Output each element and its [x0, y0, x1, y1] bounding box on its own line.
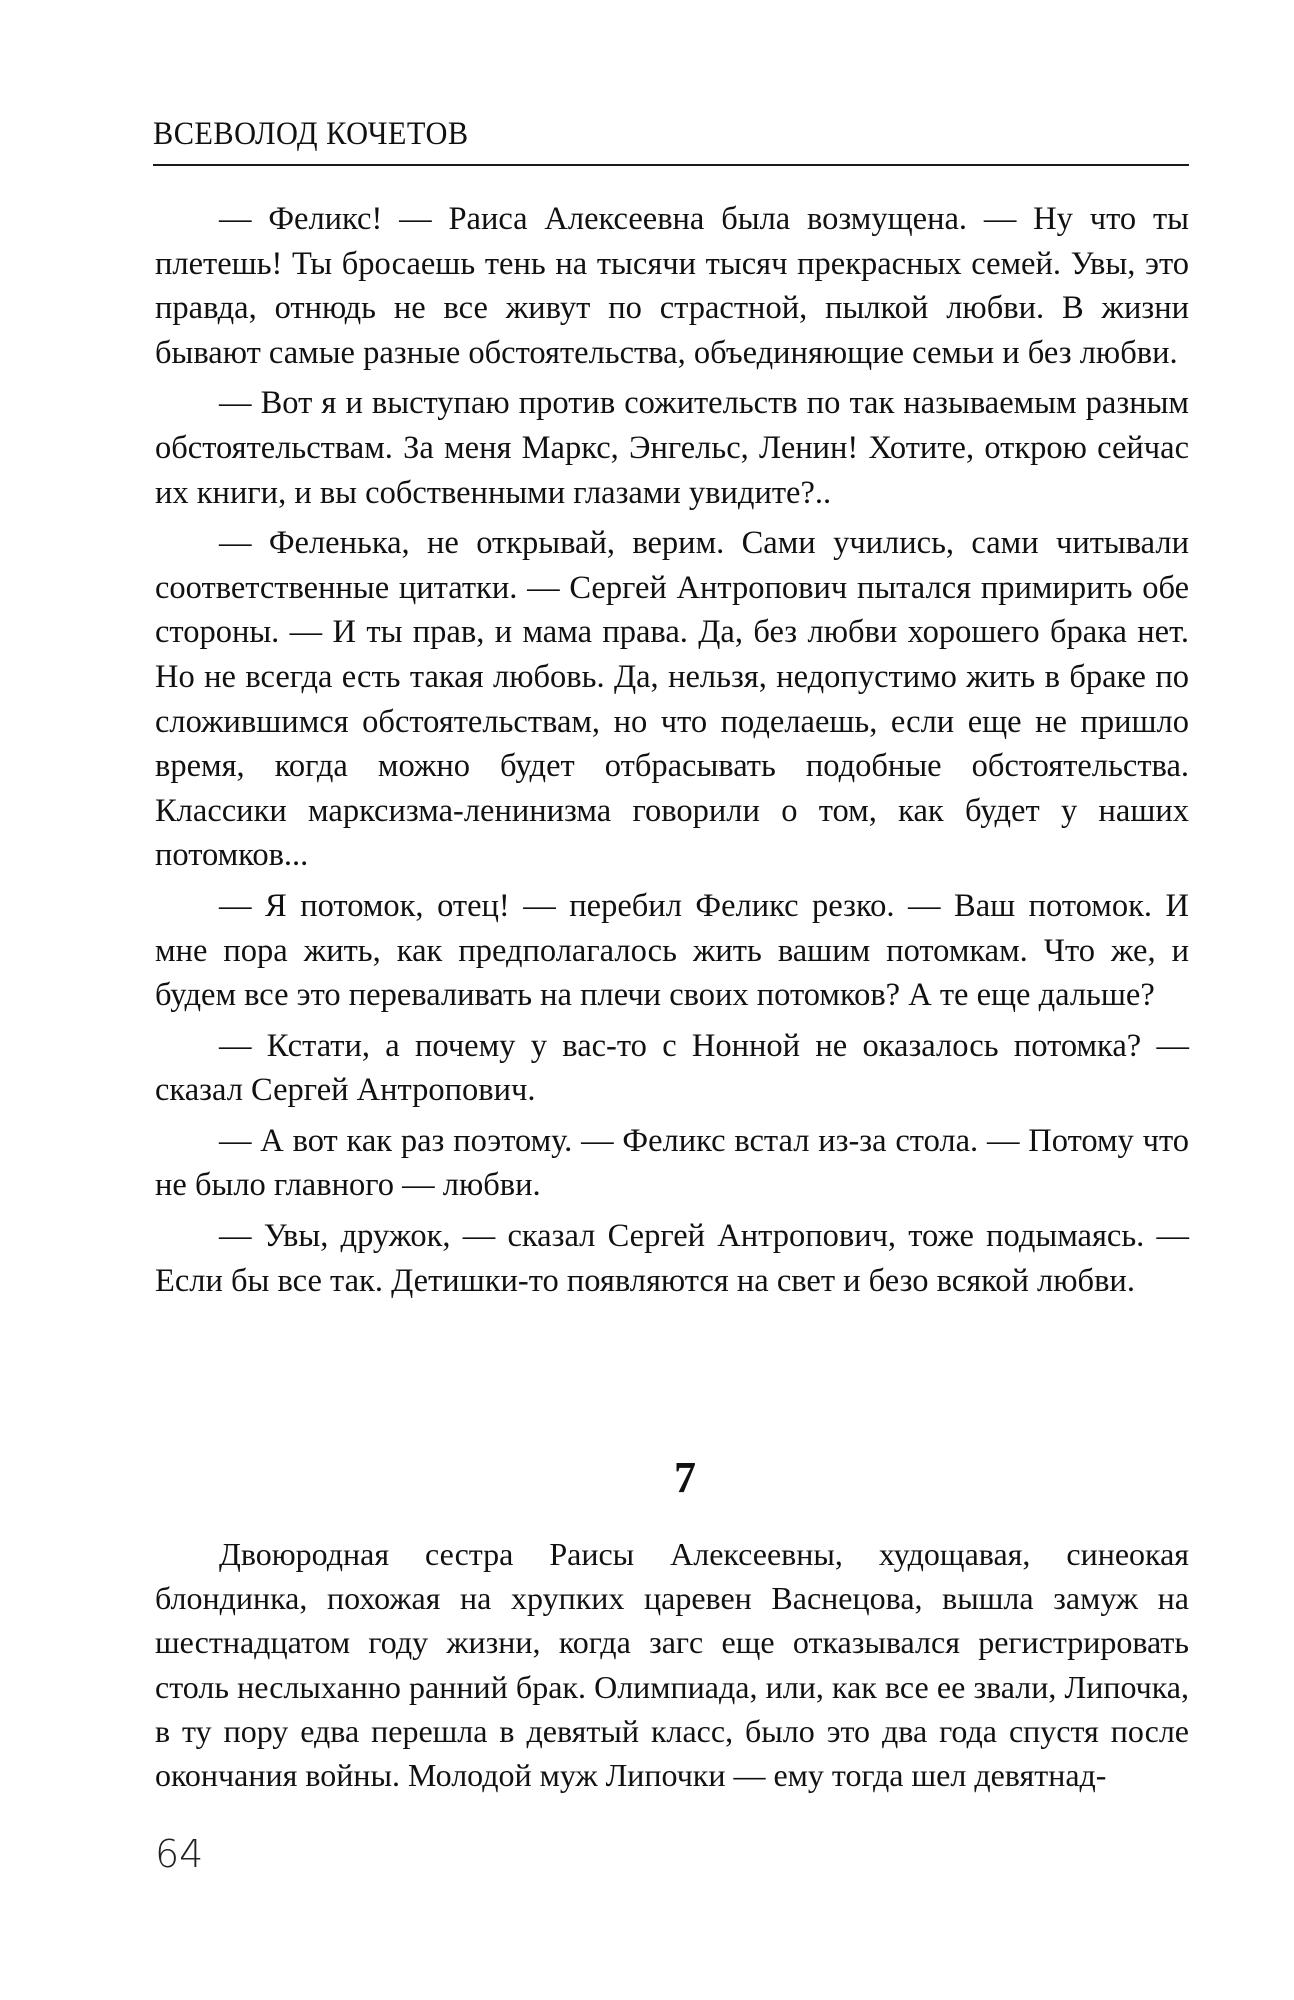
- chapter-number: 7: [674, 1453, 696, 1502]
- page-number: 64: [155, 1832, 204, 1876]
- paragraph: Двоюродная сестра Раисы Алексеевны, худощавая, синеокая блондинка, похожая на хрупких царевен Васнецова, вышла замуж на шестнадцатом году жизни, когда загс еще отказывался регистрировать столь неслыханно ранний брак. Олимпиада, или, как все ее звали, Липочка, в ту пору едва перешла в девятый класс, было это два года спустя после окончания войны. Молодой муж Липочки — ему тогда шел девятнад-: [155, 1536, 1189, 1794]
- paragraph: — Я потомок, отец! — перебил Феликс резко. — Ваш потомок. И мне пора жить, как предполагалось жить вашим потомкам. Что же, и будем все это переваливать на плечи своих потомков? А те еще дальше?: [155, 887, 1189, 1014]
- paragraph: — А вот как раз поэтому. — Феликс встал из-за стола. — Потому что не было главного — любви.: [155, 1122, 1189, 1204]
- paragraph: — Феленька, не открывай, верим. Сами учились, сами читывали соответственные цитатки. — Сергей Антропович пытался примирить обе стороны. — И ты прав, и мама права. Да, без любви хорошего брака нет. Но не всегда есть такая любовь. Да, нельзя, недопустимо жить в браке по сложившимся обстоятельствам, но что поделаешь, если еще не пришло время, когда можно будет отбрасывать подобные обстоятельства. Классики марксизма-ленинизма говорили о том, как будет у наших потомков...: [155, 525, 1189, 874]
- running-header: [153, 112, 1189, 166]
- author-name: ВСЕВОЛОД КОЧЕТОВ: [153, 116, 469, 152]
- dialogue-text: [155, 197, 1189, 1309]
- paragraph: — Феликс! — Раиса Алексеевна была возмущена. — Ну что ты плетешь! Ты бросаешь тень на тысячи тысяч прекрасных семей. Увы, это правда, отнюдь не все живут по страстной, пылкой любви. В жизни бывают самые разные обстоятельства, объединяющие семьи и без любви.: [155, 201, 1189, 371]
- paragraph: — Увы, дружок, — сказал Сергей Антропович, тоже подымаясь. — Если бы все так. Детишки-то появляются на свет и безо всякой любви.: [155, 1218, 1189, 1299]
- paragraph: — Вот я и выступаю против сожительств по так называемым разным обстоятельствам. За меня Маркс, Энгельс, Ленин! Хотите, открою сейчас их книги, и вы собственными глазами увидите?..: [155, 385, 1189, 511]
- paragraph: — Кстати, а почему у вас-то с Нонной не оказалось потомка? — сказал Сергей Антропович.: [155, 1027, 1189, 1109]
- chapter-text: [155, 1532, 1189, 1797]
